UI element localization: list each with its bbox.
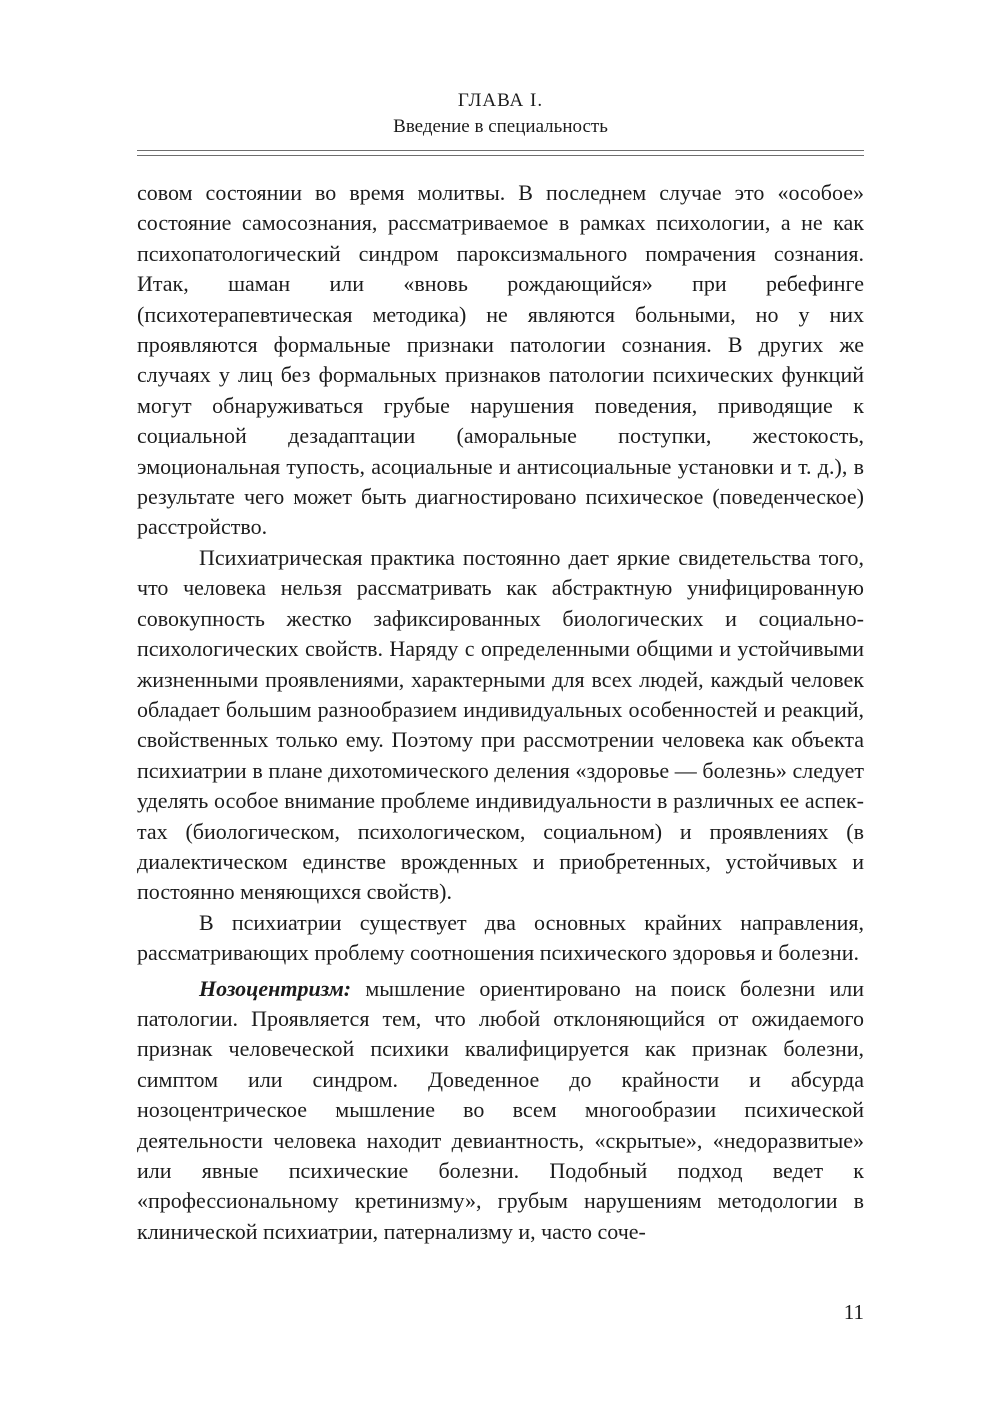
- paragraph-4-text: мышление ориентировано на поиск болезни или патологии. Проявляется тем, что любой отклоняющийся от ожидаемого признак человеческой психики квалифицируется как признак болезни, симптом или синдром. Доведенное до крайности и абсурда нозоцентрическое мышление во всем многообразии психической деятельности человека находит девиантность, «скрытые», «недоразвитые» или явные психические болезни. Подобный подход ведет к «профессиональному кретинизму», грубым нарушениям методологии в клинической психиатрии, патернализму и, часто соче-: [137, 975, 864, 1244]
- paragraph-4: [137, 974, 864, 1248]
- paragraph-2: Психиатрическая практика постоянно дает яркие свидетельства того, что человека нельзя рассматривать как абстрактную унифицированную совокупность жестко зафиксированных биологических и социально-психологических свойств. Наряду с определенными общими и устойчивыми жизненными проявлениями, характерными для всех людей, каждый человек обладает большим разнообразием индивидуальных особенностей и реакций, свойственных только ему. Поэтому при рассмотрении человека как объекта психиатрии в плане дихотомического деления «здоровье — болезнь» следует уделять особое внимание проблеме индивидуальности в различных ее аспектах (биологическом, психологическом, социальном) и проявлениях (в диалектическом единстве врожденных и приобретенных, устойчивых и постоянно меняющихся свойств).: [137, 544, 864, 905]
- chapter-title: ГЛАВА I.: [457, 90, 544, 111]
- body-text: [137, 178, 864, 1247]
- paragraph-1: совом состоянии во время молитвы. В последнем случае это «особое» состояние самосознания, рассматриваемое в рамках психологии, а не как психопатологический синдром пароксизмального помрачения сознания. Итак, шаман или «вновь рождающийся» при ребефинге (психотерапевтическая методика) не являются больными, но у них проявляются формальные признаки патологии сознания. В других же случаях у лиц без формальных признаков патологии психических функций могут обнаруживаться грубые нарушения поведения, приводящие к социальной дезадаптации (аморальные поступки, жестокость, эмоциональная тупость, асоциальные и антисоциальные установки и т. д.), в результате чего может быть диагностировано психическое (поведенческое) расстройство.: [137, 180, 864, 540]
- term-nosocentrism: Нозоцентризм:: [199, 975, 352, 1001]
- page-number: 11: [843, 1300, 864, 1324]
- paragraph-3: В психиатрии существует два основных крайних направления, рассматривающих проблему соотношения психического здоровья и болезни.: [137, 909, 864, 966]
- chapter-subtitle: Введение в специальность: [393, 116, 608, 137]
- header-divider: [137, 150, 864, 156]
- running-head: [137, 88, 864, 140]
